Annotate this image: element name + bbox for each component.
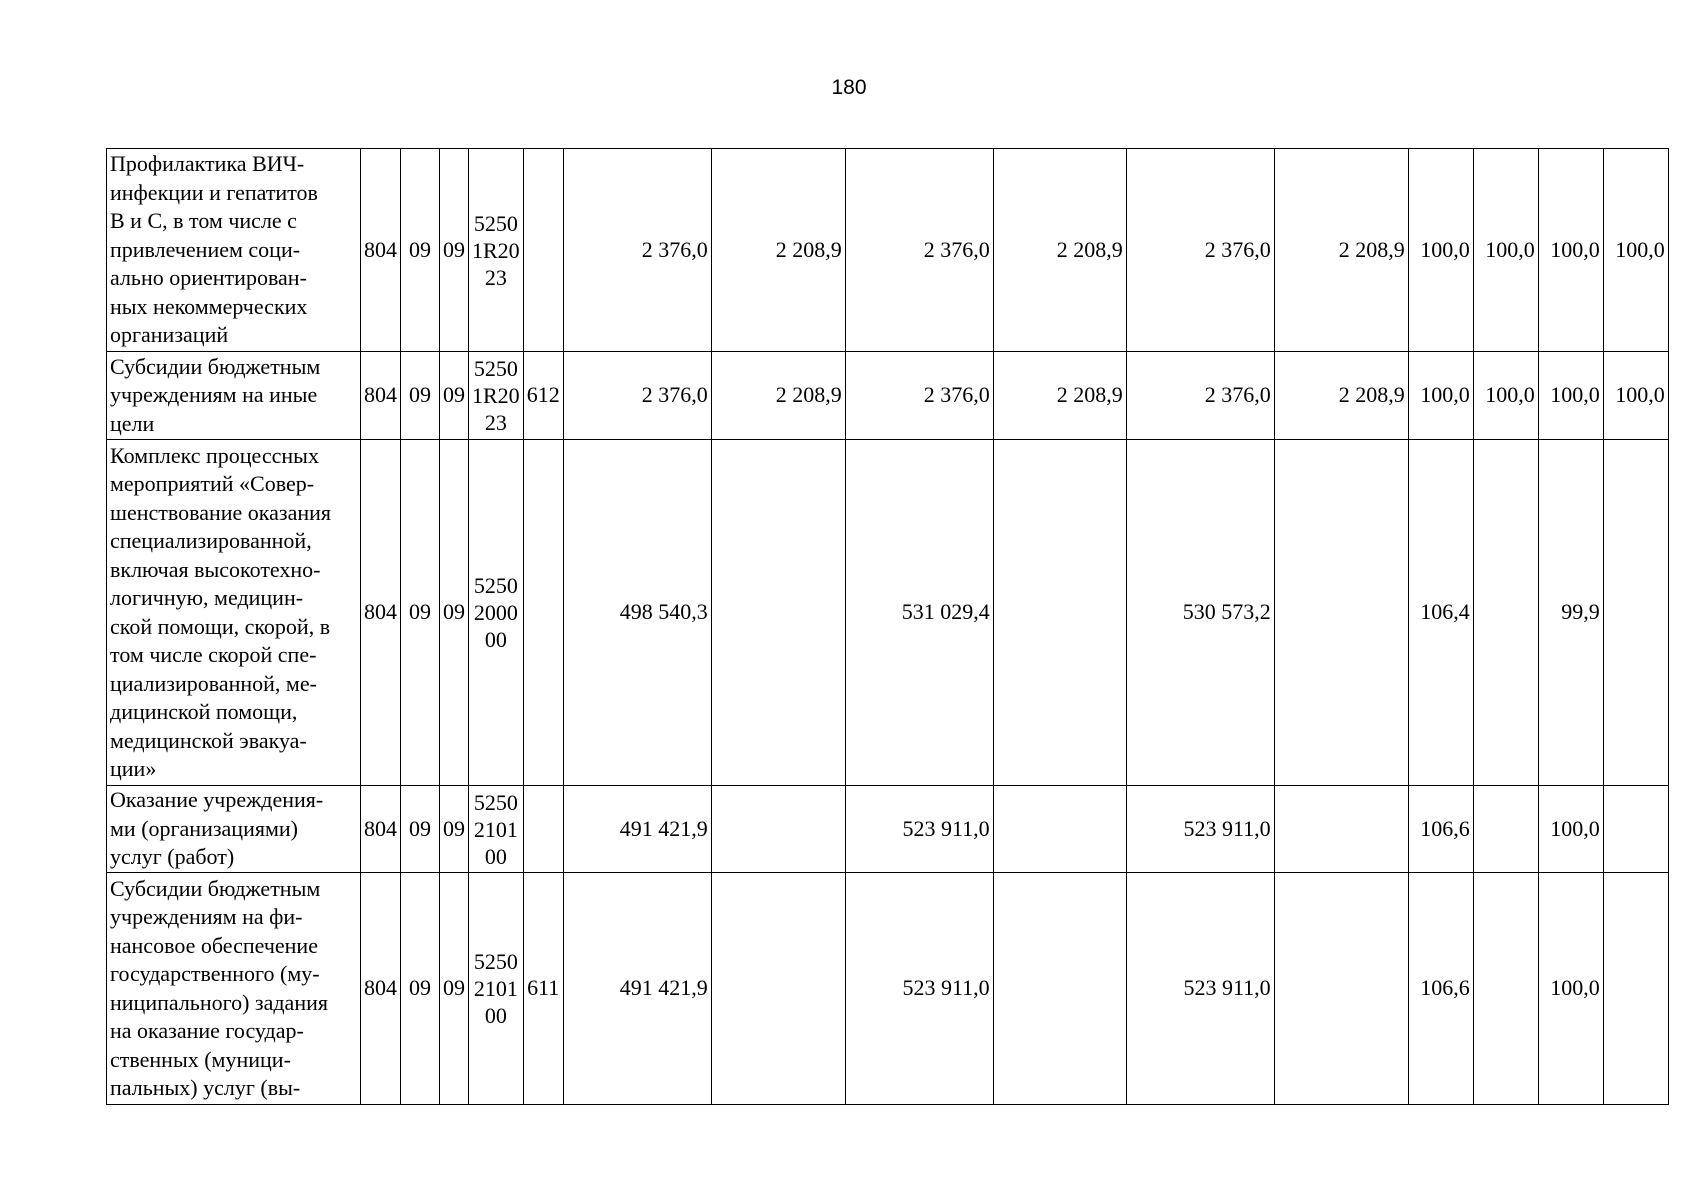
ministry-code: 804 <box>361 786 401 873</box>
percent-cell: 100,0 <box>1538 786 1603 873</box>
amount-cell: 523 911,0 <box>1126 873 1274 1105</box>
percent-cell: 106,6 <box>1408 786 1473 873</box>
section-code: 09 <box>401 352 440 440</box>
row-name: Субсидии бюджетным учреждениям на фи- нансовое обеспечение государственного (му- ниципального) задания на оказание государ- ственных (муници- пальных) услуг (вы- <box>107 873 361 1105</box>
percent-cell: 100,0 <box>1408 352 1473 440</box>
amount-cell: 2 208,9 <box>993 149 1126 352</box>
amount-cell: 2 376,0 <box>563 352 711 440</box>
percent-cell: 100,0 <box>1603 149 1668 352</box>
target-article-code: 5250 1R20 23 <box>469 149 524 352</box>
row-name: Субсидии бюджетным учреждениям на иные цели <box>107 352 361 440</box>
percent-cell: 100,0 <box>1603 352 1668 440</box>
section-code: 09 <box>401 786 440 873</box>
expense-type-code: 612 <box>523 352 563 440</box>
percent-cell: 100,0 <box>1473 352 1538 440</box>
amount-cell <box>1274 873 1408 1105</box>
amount-cell: 2 376,0 <box>563 149 711 352</box>
page-number: 180 <box>831 76 867 99</box>
row-name: Профилактика ВИЧ- инфекции и гепатитов В и С, в том числе с привлечением соци- ально ориентирован- ных некоммерческих организаций <box>107 149 361 352</box>
percent-cell: 100,0 <box>1408 149 1473 352</box>
table-row <box>107 440 1669 786</box>
table-row <box>107 149 1669 352</box>
subsection-code: 09 <box>440 352 469 440</box>
percent-cell <box>1473 786 1538 873</box>
amount-cell: 523 911,0 <box>845 873 993 1105</box>
ministry-code: 804 <box>361 440 401 786</box>
amount-cell: 491 421,9 <box>563 786 711 873</box>
amount-cell: 2 376,0 <box>1126 352 1274 440</box>
table-row <box>107 873 1669 1105</box>
amount-cell <box>711 786 845 873</box>
amount-cell: 2 376,0 <box>1126 149 1274 352</box>
amount-cell <box>993 873 1126 1105</box>
expense-type-code <box>523 786 563 873</box>
table-row <box>107 786 1669 873</box>
percent-cell <box>1603 440 1668 786</box>
amount-cell: 2 208,9 <box>993 352 1126 440</box>
percent-cell: 100,0 <box>1473 149 1538 352</box>
target-article-code: 5250 2000 00 <box>469 440 524 786</box>
amount-cell: 2 376,0 <box>845 352 993 440</box>
amount-cell <box>993 786 1126 873</box>
amount-cell: 2 376,0 <box>845 149 993 352</box>
percent-cell: 106,6 <box>1408 873 1473 1105</box>
target-article-code: 5250 2101 00 <box>469 873 524 1105</box>
ministry-code: 804 <box>361 352 401 440</box>
table-row <box>107 352 1669 440</box>
amount-cell: 2 208,9 <box>711 149 845 352</box>
percent-cell: 99,9 <box>1538 440 1603 786</box>
amount-cell: 498 540,3 <box>563 440 711 786</box>
percent-cell <box>1473 873 1538 1105</box>
target-article-code: 5250 1R20 23 <box>469 352 524 440</box>
expense-type-code <box>523 440 563 786</box>
amount-cell: 530 573,2 <box>1126 440 1274 786</box>
section-code: 09 <box>401 440 440 786</box>
expense-type-code <box>523 149 563 352</box>
budget-table <box>106 148 1669 1105</box>
target-article-code: 5250 2101 00 <box>469 786 524 873</box>
percent-cell: 106,4 <box>1408 440 1473 786</box>
subsection-code: 09 <box>440 873 469 1105</box>
subsection-code: 09 <box>440 440 469 786</box>
amount-cell: 523 911,0 <box>1126 786 1274 873</box>
percent-cell: 100,0 <box>1538 352 1603 440</box>
percent-cell <box>1603 786 1668 873</box>
amount-cell <box>711 873 845 1105</box>
amount-cell <box>1274 440 1408 786</box>
percent-cell <box>1473 440 1538 786</box>
percent-cell: 100,0 <box>1538 873 1603 1105</box>
row-name: Оказание учреждения- ми (организациями) услуг (работ) <box>107 786 361 873</box>
subsection-code: 09 <box>440 149 469 352</box>
amount-cell: 2 208,9 <box>1274 149 1408 352</box>
percent-cell: 100,0 <box>1538 149 1603 352</box>
amount-cell: 531 029,4 <box>845 440 993 786</box>
amount-cell: 491 421,9 <box>563 873 711 1105</box>
amount-cell: 523 911,0 <box>845 786 993 873</box>
amount-cell: 2 208,9 <box>1274 352 1408 440</box>
ministry-code: 804 <box>361 873 401 1105</box>
subsection-code: 09 <box>440 786 469 873</box>
amount-cell: 2 208,9 <box>711 352 845 440</box>
amount-cell <box>1274 786 1408 873</box>
expense-type-code: 611 <box>523 873 563 1105</box>
percent-cell <box>1603 873 1668 1105</box>
section-code: 09 <box>401 149 440 352</box>
row-name: Комплекс процессных мероприятий «Совер- шенствование оказания специализированной, включая высокотехно- логичную, медицин- ской помощи, скорой, в том числе скорой спе- циализированной, ме- дицинской помощи, медицинской эвакуа- ции» <box>107 440 361 786</box>
amount-cell <box>993 440 1126 786</box>
ministry-code: 804 <box>361 149 401 352</box>
section-code: 09 <box>401 873 440 1105</box>
amount-cell <box>711 440 845 786</box>
